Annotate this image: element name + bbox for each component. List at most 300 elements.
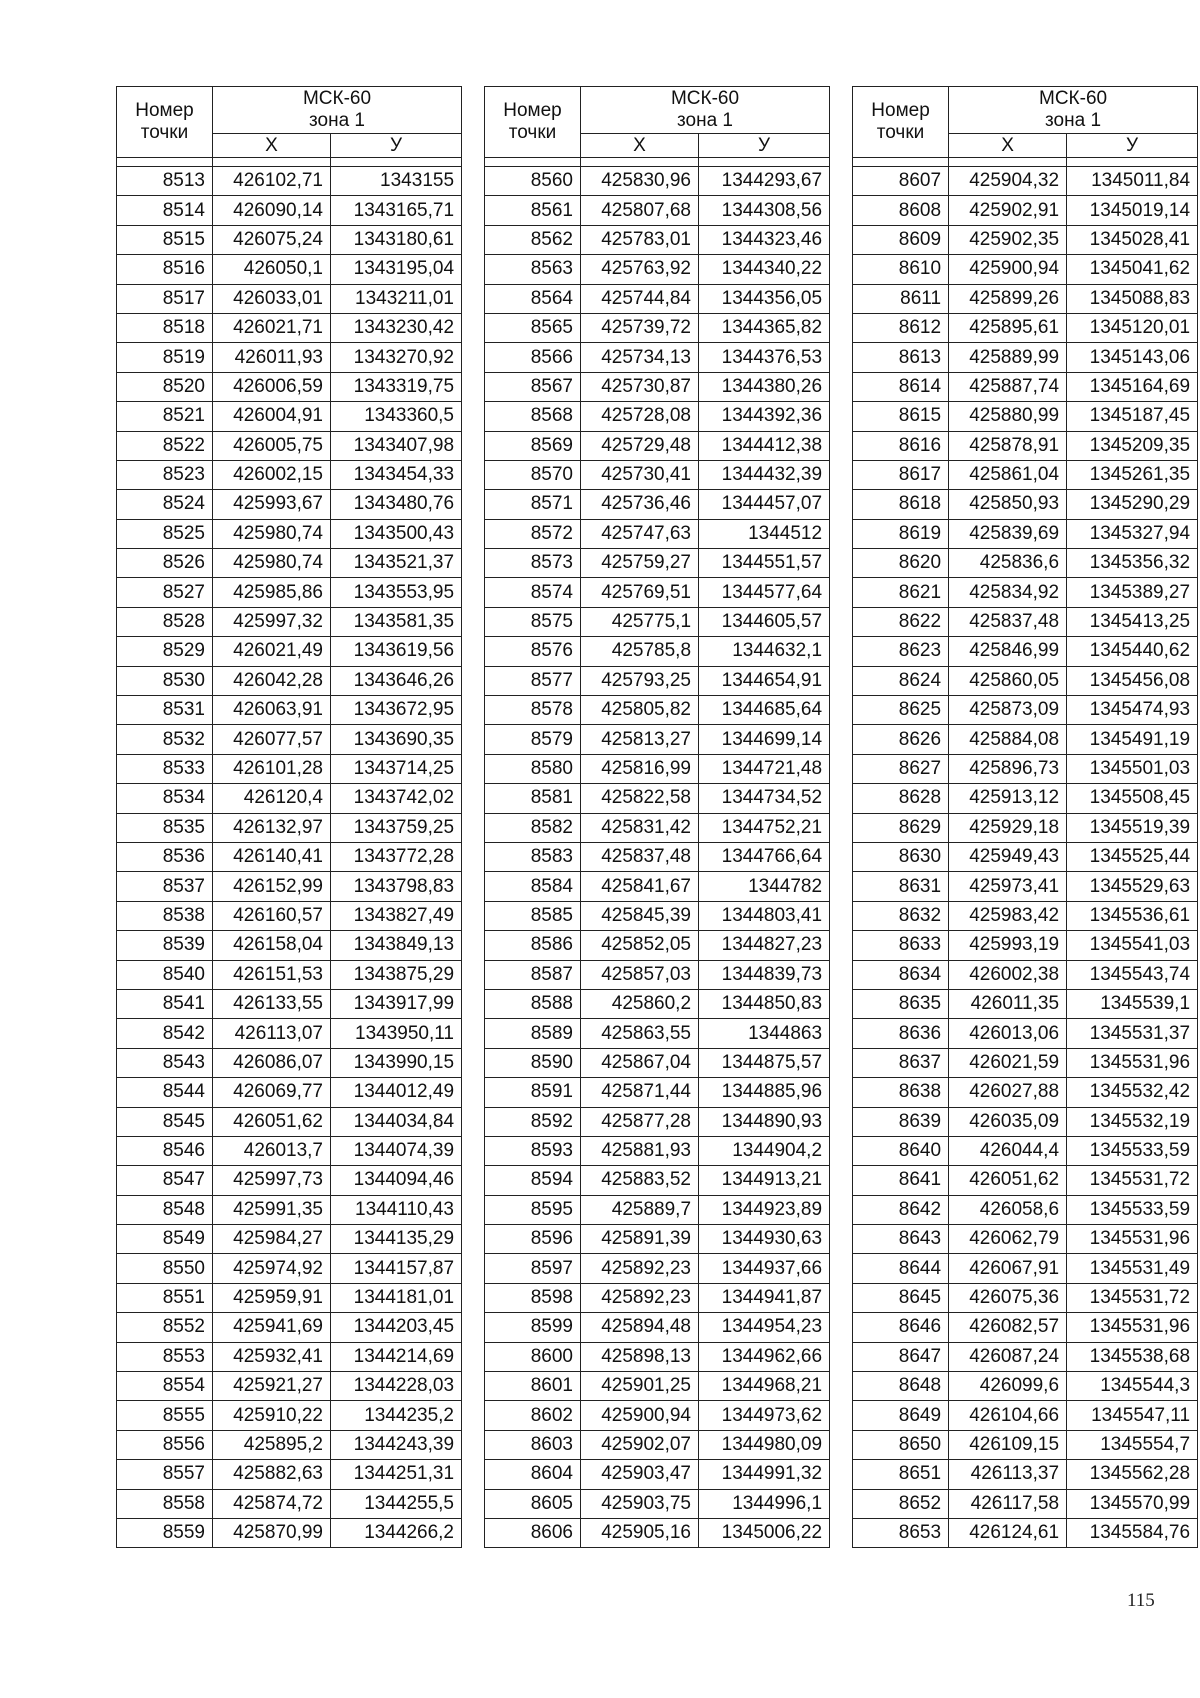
x-coordinate-cell: 426006,59 — [213, 372, 331, 401]
table-row — [117, 313, 462, 342]
point-number-cell: 8604 — [485, 1460, 581, 1489]
x-coordinate-cell: 426069,77 — [213, 1078, 331, 1107]
x-coordinate-cell: 426082,57 — [949, 1313, 1067, 1342]
table-row — [853, 460, 1198, 489]
x-coordinate-cell: 425878,91 — [949, 431, 1067, 460]
point-number-cell: 8649 — [853, 1401, 949, 1430]
y-coordinate-cell: 1343553,95 — [331, 578, 462, 607]
point-number-cell: 8605 — [485, 1489, 581, 1518]
point-number-cell: 8590 — [485, 1048, 581, 1077]
x-coordinate-cell: 425997,73 — [213, 1166, 331, 1195]
y-coordinate-cell: 1345531,49 — [1067, 1254, 1198, 1283]
point-number-cell: 8609 — [853, 225, 949, 254]
point-number-cell: 8641 — [853, 1166, 949, 1195]
x-coordinate-cell: 426033,01 — [213, 284, 331, 313]
y-coordinate-cell: 1343714,25 — [331, 754, 462, 783]
y-coordinate-cell: 1345543,74 — [1067, 960, 1198, 989]
table-row — [117, 1283, 462, 1312]
y-coordinate-cell: 1345525,44 — [1067, 842, 1198, 871]
x-coordinate-cell: 425902,91 — [949, 196, 1067, 225]
point-number-cell: 8626 — [853, 725, 949, 754]
point-number-cell: 8634 — [853, 960, 949, 989]
x-coordinate-cell: 426021,71 — [213, 313, 331, 342]
table-row — [853, 696, 1198, 725]
x-coordinate-cell: 425763,92 — [581, 255, 699, 284]
table-row — [853, 960, 1198, 989]
x-coordinate-cell: 426158,04 — [213, 931, 331, 960]
y-coordinate-cell: 1345533,59 — [1067, 1136, 1198, 1165]
x-coordinate-cell: 426087,24 — [949, 1342, 1067, 1371]
x-coordinate-cell: 426104,66 — [949, 1401, 1067, 1430]
point-number-cell: 8582 — [485, 813, 581, 842]
x-coordinate-cell: 425894,48 — [581, 1313, 699, 1342]
point-number-cell: 8593 — [485, 1136, 581, 1165]
table-row — [485, 1342, 830, 1371]
point-number-cell: 8653 — [853, 1518, 949, 1547]
x-coordinate-cell: 426113,07 — [213, 1019, 331, 1048]
x-coordinate-cell: 425932,41 — [213, 1342, 331, 1371]
y-coordinate-cell: 1345533,59 — [1067, 1195, 1198, 1224]
y-coordinate-cell: 1344973,62 — [699, 1401, 830, 1430]
x-coordinate-cell: 425929,18 — [949, 813, 1067, 842]
x-coordinate-cell: 425793,25 — [581, 666, 699, 695]
point-number-cell: 8631 — [853, 872, 949, 901]
y-coordinate-cell: 1344243,39 — [331, 1430, 462, 1459]
y-coordinate-cell: 1345570,99 — [1067, 1489, 1198, 1518]
point-number-cell: 8513 — [117, 167, 213, 196]
table-row — [853, 1048, 1198, 1077]
y-coordinate-cell: 1345538,68 — [1067, 1342, 1198, 1371]
point-number-cell: 8532 — [117, 725, 213, 754]
table-row — [485, 1019, 830, 1048]
point-number-cell: 8603 — [485, 1430, 581, 1459]
table-row — [117, 1518, 462, 1547]
table-row — [853, 343, 1198, 372]
point-number-cell: 8647 — [853, 1342, 949, 1371]
x-coordinate-cell: 425837,48 — [581, 842, 699, 871]
table-row — [853, 1078, 1198, 1107]
y-coordinate-cell: 1345028,41 — [1067, 225, 1198, 254]
table-row — [485, 696, 830, 725]
y-coordinate-cell: 1345474,93 — [1067, 696, 1198, 725]
point-number-cell: 8625 — [853, 696, 949, 725]
x-coordinate-cell: 426058,6 — [949, 1195, 1067, 1224]
table-row — [485, 1489, 830, 1518]
table-row — [485, 402, 830, 431]
table-row — [485, 931, 830, 960]
y-coordinate-cell: 1343759,25 — [331, 813, 462, 842]
y-coordinate-cell: 1345019,14 — [1067, 196, 1198, 225]
y-coordinate-cell: 1345413,25 — [1067, 607, 1198, 636]
x-coordinate-cell: 425775,1 — [581, 607, 699, 636]
point-number-cell: 8566 — [485, 343, 581, 372]
y-header: У — [699, 134, 830, 158]
y-coordinate-cell: 1345544,3 — [1067, 1372, 1198, 1401]
y-coordinate-cell: 1345356,32 — [1067, 549, 1198, 578]
point-number-cell: 8608 — [853, 196, 949, 225]
x-coordinate-cell: 425913,12 — [949, 784, 1067, 813]
x-coordinate-cell: 425901,25 — [581, 1372, 699, 1401]
x-coordinate-cell: 426002,15 — [213, 460, 331, 489]
table-row — [853, 549, 1198, 578]
point-number-cell: 8594 — [485, 1166, 581, 1195]
x-coordinate-cell: 426152,99 — [213, 872, 331, 901]
table-row — [853, 1342, 1198, 1371]
x-coordinate-cell: 426117,58 — [949, 1489, 1067, 1518]
point-number-cell: 8528 — [117, 607, 213, 636]
table-row — [485, 1136, 830, 1165]
table-row — [117, 725, 462, 754]
table-row — [853, 1460, 1198, 1489]
x-coordinate-cell: 425985,86 — [213, 578, 331, 607]
point-number-cell: 8623 — [853, 637, 949, 666]
y-coordinate-cell: 1344654,91 — [699, 666, 830, 695]
x-coordinate-cell: 426067,91 — [949, 1254, 1067, 1283]
point-number-cell: 8550 — [117, 1254, 213, 1283]
y-coordinate-cell: 1345531,72 — [1067, 1166, 1198, 1195]
x-coordinate-cell: 426013,7 — [213, 1136, 331, 1165]
y-header: У — [331, 134, 462, 158]
table-row — [853, 1019, 1198, 1048]
point-number-cell: 8518 — [117, 313, 213, 342]
y-coordinate-cell: 1343950,11 — [331, 1019, 462, 1048]
table-row — [485, 784, 830, 813]
y-coordinate-cell: 1344937,66 — [699, 1254, 830, 1283]
table-row — [117, 842, 462, 871]
y-coordinate-cell: 1344157,87 — [331, 1254, 462, 1283]
table-row — [853, 313, 1198, 342]
table-row — [117, 1078, 462, 1107]
table-row — [853, 1107, 1198, 1136]
y-coordinate-cell: 1343990,15 — [331, 1048, 462, 1077]
table-row — [853, 813, 1198, 842]
x-coordinate-cell: 425831,42 — [581, 813, 699, 842]
table-row — [485, 196, 830, 225]
y-coordinate-cell: 1345531,96 — [1067, 1313, 1198, 1342]
table-row — [485, 225, 830, 254]
x-coordinate-cell: 426044,4 — [949, 1136, 1067, 1165]
point-number-cell: 8564 — [485, 284, 581, 313]
table-row — [117, 431, 462, 460]
y-coordinate-cell: 1344380,26 — [699, 372, 830, 401]
table-row — [853, 666, 1198, 695]
y-coordinate-cell: 1344110,43 — [331, 1195, 462, 1224]
table-body — [117, 158, 462, 1548]
point-number-cell: 8553 — [117, 1342, 213, 1371]
point-number-cell: 8572 — [485, 519, 581, 548]
y-coordinate-cell: 1344012,49 — [331, 1078, 462, 1107]
y-coordinate-cell: 1343454,33 — [331, 460, 462, 489]
y-coordinate-cell: 1343360,5 — [331, 402, 462, 431]
y-coordinate-cell: 1345531,96 — [1067, 1048, 1198, 1077]
point-number-cell: 8648 — [853, 1372, 949, 1401]
x-coordinate-cell: 426050,1 — [213, 255, 331, 284]
x-coordinate-cell: 425837,48 — [949, 607, 1067, 636]
x-coordinate-cell: 425900,94 — [581, 1401, 699, 1430]
x-coordinate-cell: 426021,59 — [949, 1048, 1067, 1077]
x-coordinate-cell: 426027,88 — [949, 1078, 1067, 1107]
table-row — [117, 784, 462, 813]
table-row — [853, 901, 1198, 930]
table-row — [485, 637, 830, 666]
point-number-cell: 8556 — [117, 1430, 213, 1459]
x-coordinate-cell: 425783,01 — [581, 225, 699, 254]
table-row — [853, 1283, 1198, 1312]
point-number-cell: 8533 — [117, 754, 213, 783]
x-coordinate-cell: 425807,68 — [581, 196, 699, 225]
x-coordinate-cell: 425880,99 — [949, 402, 1067, 431]
point-number-cell: 8577 — [485, 666, 581, 695]
table-row — [117, 1489, 462, 1518]
x-coordinate-cell: 425822,58 — [581, 784, 699, 813]
table-row — [853, 225, 1198, 254]
x-header: Х — [213, 134, 331, 158]
y-coordinate-cell: 1344923,89 — [699, 1195, 830, 1224]
point-number-cell: 8638 — [853, 1078, 949, 1107]
x-coordinate-cell: 425899,26 — [949, 284, 1067, 313]
point-number-cell: 8544 — [117, 1078, 213, 1107]
point-number-cell: 8541 — [117, 989, 213, 1018]
table-row — [117, 372, 462, 401]
point-number-cell: 8613 — [853, 343, 949, 372]
point-number-cell: 8570 — [485, 460, 581, 489]
x-coordinate-cell: 425769,51 — [581, 578, 699, 607]
table-row — [485, 431, 830, 460]
spacer-cell — [699, 158, 830, 167]
point-number-cell: 8632 — [853, 901, 949, 930]
spacer-cell — [331, 158, 462, 167]
y-coordinate-cell: 1345143,06 — [1067, 343, 1198, 372]
table-row — [485, 460, 830, 489]
point-number-cell: 8571 — [485, 490, 581, 519]
point-number-cell: 8586 — [485, 931, 581, 960]
x-coordinate-cell: 426021,49 — [213, 637, 331, 666]
table-row — [117, 402, 462, 431]
table-row — [117, 196, 462, 225]
x-coordinate-cell: 425736,46 — [581, 490, 699, 519]
x-coordinate-cell: 426113,37 — [949, 1460, 1067, 1489]
y-coordinate-cell: 1343155 — [331, 167, 462, 196]
table-row — [117, 872, 462, 901]
y-coordinate-cell: 1343672,95 — [331, 696, 462, 725]
point-number-cell: 8620 — [853, 549, 949, 578]
point-number-cell: 8525 — [117, 519, 213, 548]
point-number-cell: 8592 — [485, 1107, 581, 1136]
table-row — [117, 1460, 462, 1489]
y-coordinate-cell: 1344293,67 — [699, 167, 830, 196]
y-coordinate-cell: 1343849,13 — [331, 931, 462, 960]
x-coordinate-cell: 426062,79 — [949, 1225, 1067, 1254]
x-coordinate-cell: 425974,92 — [213, 1254, 331, 1283]
table-row — [117, 1225, 462, 1254]
y-header: У — [1067, 134, 1198, 158]
table-row — [485, 549, 830, 578]
point-number-cell: 8547 — [117, 1166, 213, 1195]
table-row — [853, 1136, 1198, 1165]
table-row — [485, 1313, 830, 1342]
y-coordinate-cell: 1344392,36 — [699, 402, 830, 431]
table-row — [853, 1313, 1198, 1342]
x-coordinate-cell: 425830,96 — [581, 167, 699, 196]
table-row — [117, 1372, 462, 1401]
point-number-cell: 8621 — [853, 578, 949, 607]
point-number-cell: 8636 — [853, 1019, 949, 1048]
point-number-cell: 8534 — [117, 784, 213, 813]
table-row — [117, 754, 462, 783]
spacer-cell — [853, 158, 949, 167]
x-coordinate-cell: 425889,99 — [949, 343, 1067, 372]
point-number-cell: 8637 — [853, 1048, 949, 1077]
y-coordinate-cell: 1344721,48 — [699, 754, 830, 783]
y-coordinate-cell: 1343646,26 — [331, 666, 462, 695]
coordinate-system-header: МСК-60 зона 1 — [213, 87, 462, 134]
x-coordinate-cell: 425836,6 — [949, 549, 1067, 578]
table-row — [853, 989, 1198, 1018]
point-number-cell: 8526 — [117, 549, 213, 578]
table-row — [485, 1225, 830, 1254]
table-row — [117, 490, 462, 519]
y-coordinate-cell: 1345508,45 — [1067, 784, 1198, 813]
y-coordinate-cell: 1345554,7 — [1067, 1430, 1198, 1459]
point-number-cell: 8614 — [853, 372, 949, 401]
x-coordinate-cell: 425984,27 — [213, 1225, 331, 1254]
table-row — [117, 901, 462, 930]
point-number-cell: 8581 — [485, 784, 581, 813]
table-row — [117, 167, 462, 196]
table-row — [117, 989, 462, 1018]
x-coordinate-cell: 425902,35 — [949, 225, 1067, 254]
y-coordinate-cell: 1343521,37 — [331, 549, 462, 578]
y-coordinate-cell: 1345532,42 — [1067, 1078, 1198, 1107]
x-coordinate-cell: 425730,87 — [581, 372, 699, 401]
y-coordinate-cell: 1345531,96 — [1067, 1225, 1198, 1254]
x-coordinate-cell: 425898,13 — [581, 1342, 699, 1371]
y-coordinate-cell: 1345529,63 — [1067, 872, 1198, 901]
table-row — [485, 842, 830, 871]
coordinate-system-header: МСК-60 зона 1 — [581, 87, 830, 134]
y-coordinate-cell: 1343270,92 — [331, 343, 462, 372]
table-row — [853, 1489, 1198, 1518]
x-coordinate-cell: 425993,67 — [213, 490, 331, 519]
x-coordinate-cell: 425993,19 — [949, 931, 1067, 960]
table-row — [853, 490, 1198, 519]
table-row — [117, 1136, 462, 1165]
y-coordinate-cell: 1345547,11 — [1067, 1401, 1198, 1430]
point-number-cell: 8617 — [853, 460, 949, 489]
x-coordinate-cell: 426151,53 — [213, 960, 331, 989]
table-row — [117, 1107, 462, 1136]
y-coordinate-cell: 1345088,83 — [1067, 284, 1198, 313]
point-number-cell: 8595 — [485, 1195, 581, 1224]
point-number-cell: 8639 — [853, 1107, 949, 1136]
point-number-cell: 8579 — [485, 725, 581, 754]
point-number-cell: 8555 — [117, 1401, 213, 1430]
x-coordinate-cell: 425841,67 — [581, 872, 699, 901]
x-coordinate-cell: 425729,48 — [581, 431, 699, 460]
table-row — [485, 754, 830, 783]
table-row — [853, 1195, 1198, 1224]
x-coordinate-cell: 426042,28 — [213, 666, 331, 695]
y-coordinate-cell: 1344412,38 — [699, 431, 830, 460]
point-number-cell: 8576 — [485, 637, 581, 666]
table-row — [485, 1166, 830, 1195]
point-number-cell: 8591 — [485, 1078, 581, 1107]
x-coordinate-cell: 425861,04 — [949, 460, 1067, 489]
coordinate-tables — [116, 86, 1198, 1548]
point-number-cell: 8596 — [485, 1225, 581, 1254]
point-number-cell: 8630 — [853, 842, 949, 871]
table-row — [485, 1107, 830, 1136]
point-number-cell: 8615 — [853, 402, 949, 431]
x-coordinate-cell: 425739,72 — [581, 313, 699, 342]
y-coordinate-cell: 1344827,23 — [699, 931, 830, 960]
point-number-cell: 8599 — [485, 1313, 581, 1342]
x-coordinate-cell: 426120,4 — [213, 784, 331, 813]
x-coordinate-cell: 425973,41 — [949, 872, 1067, 901]
spacer-cell — [485, 158, 581, 167]
table-row — [117, 607, 462, 636]
point-number-cell: 8587 — [485, 960, 581, 989]
table-row — [485, 901, 830, 930]
x-coordinate-cell: 425873,09 — [949, 696, 1067, 725]
table-row — [117, 1019, 462, 1048]
header-spacer-row — [117, 158, 462, 167]
table-row — [853, 255, 1198, 284]
y-coordinate-cell: 1344605,57 — [699, 607, 830, 636]
y-coordinate-cell: 1345440,62 — [1067, 637, 1198, 666]
x-coordinate-cell: 425744,84 — [581, 284, 699, 313]
x-coordinate-cell: 426099,6 — [949, 1372, 1067, 1401]
x-coordinate-cell: 425892,23 — [581, 1254, 699, 1283]
y-coordinate-cell: 1345562,28 — [1067, 1460, 1198, 1489]
point-number-cell: 8538 — [117, 901, 213, 930]
point-number-cell: 8552 — [117, 1313, 213, 1342]
y-coordinate-cell: 1345011,84 — [1067, 167, 1198, 196]
x-coordinate-cell: 425805,82 — [581, 696, 699, 725]
table-row — [485, 989, 830, 1018]
point-number-cell: 8628 — [853, 784, 949, 813]
y-coordinate-cell: 1344734,52 — [699, 784, 830, 813]
table-body — [485, 158, 830, 1548]
header-spacer-row — [485, 158, 830, 167]
y-coordinate-cell: 1344890,93 — [699, 1107, 830, 1136]
y-coordinate-cell: 1344996,1 — [699, 1489, 830, 1518]
x-coordinate-cell: 426132,97 — [213, 813, 331, 842]
table-row — [117, 696, 462, 725]
point-number-cell: 8602 — [485, 1401, 581, 1430]
x-coordinate-cell: 426133,55 — [213, 989, 331, 1018]
point-number-cell: 8578 — [485, 696, 581, 725]
table-row — [485, 960, 830, 989]
x-coordinate-cell: 426101,28 — [213, 754, 331, 783]
y-coordinate-cell: 1344850,83 — [699, 989, 830, 1018]
y-coordinate-cell: 1344699,14 — [699, 725, 830, 754]
x-coordinate-cell: 425949,43 — [949, 842, 1067, 871]
point-number-cell: 8517 — [117, 284, 213, 313]
table-row — [853, 1518, 1198, 1547]
x-coordinate-cell: 426011,93 — [213, 343, 331, 372]
point-number-cell: 8635 — [853, 989, 949, 1018]
x-coordinate-cell: 426002,38 — [949, 960, 1067, 989]
y-coordinate-cell: 1344913,21 — [699, 1166, 830, 1195]
y-coordinate-cell: 1343407,98 — [331, 431, 462, 460]
point-number-cell: 8554 — [117, 1372, 213, 1401]
point-number-cell: 8531 — [117, 696, 213, 725]
x-coordinate-cell: 425850,93 — [949, 490, 1067, 519]
table-row — [853, 1166, 1198, 1195]
table-row — [117, 637, 462, 666]
x-coordinate-cell: 425889,7 — [581, 1195, 699, 1224]
